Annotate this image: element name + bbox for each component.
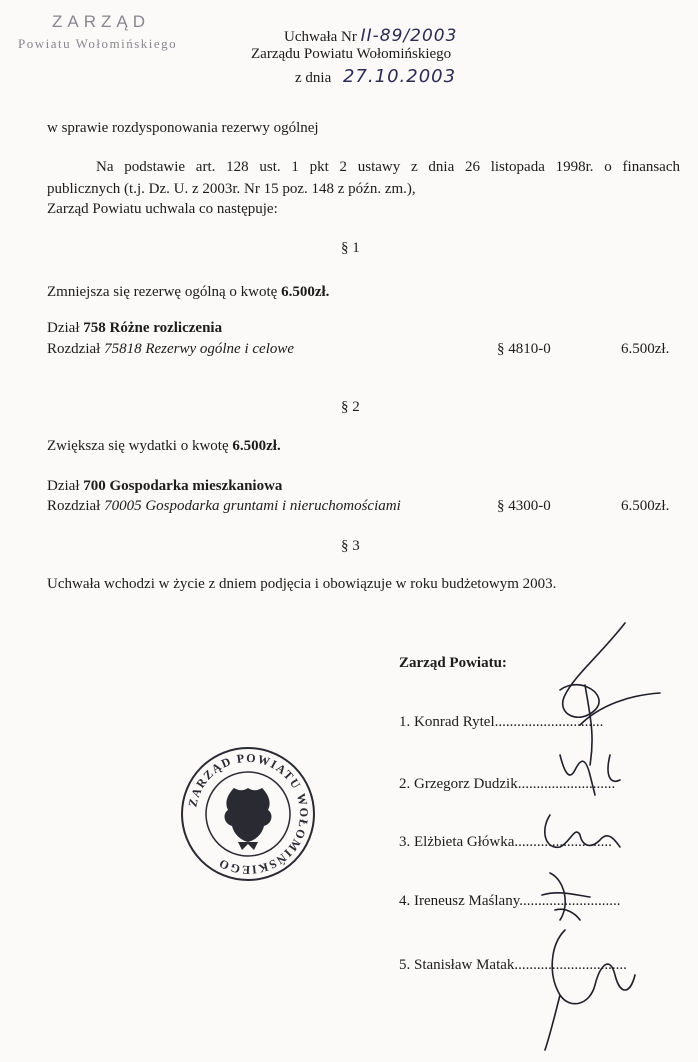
dzial-label: Dział bbox=[47, 478, 84, 494]
preamble-line-1: Na podstawie art. 128 ust. 1 pkt 2 ustawy z dnia 26 listopada 1998r. o finansach bbox=[96, 159, 680, 175]
preamble-line-3: Zarząd Powiatu uchwala co następuje: bbox=[47, 201, 278, 217]
section-2-paragraph-code: § 4300-0 bbox=[497, 498, 551, 514]
section-1-value: 6.500zł. bbox=[621, 341, 670, 357]
stamp-subtitle: Powiatu Wołomińskiego bbox=[18, 36, 178, 51]
section-2-rozdzial bbox=[47, 498, 401, 515]
rozdzial-name: 70005 Gospodarka gruntami i nieruchomościami bbox=[104, 498, 401, 514]
rozdzial-name: 75818 Rezerwy ogólne i celowe bbox=[104, 341, 295, 357]
rozdzial-label: Rozdział bbox=[47, 341, 105, 357]
official-seal bbox=[178, 744, 318, 884]
member-name: 5. Stanisław Matak bbox=[399, 957, 515, 973]
section-2-dzial bbox=[47, 478, 282, 495]
member-name: 1. Konrad Rytel bbox=[399, 714, 495, 730]
section-1-rozdzial bbox=[47, 341, 294, 358]
rozdzial-label: Rozdział bbox=[47, 498, 105, 514]
section-1-paragraph-code: § 4810-0 bbox=[497, 341, 551, 357]
signature-dots: ............................. bbox=[494, 714, 604, 730]
resolution-date bbox=[295, 66, 456, 87]
date-value: 27.10.2003 bbox=[342, 66, 457, 87]
section-2-sentence: Zwiększa się wydatki o kwotę bbox=[47, 438, 233, 454]
section-1-amount: 6.500zł. bbox=[281, 284, 330, 300]
resolution-title bbox=[284, 26, 457, 46]
section-1-sentence: Zmniejsza się rezerwę ogólną o kwotę bbox=[47, 284, 282, 300]
dzial-label: Dział bbox=[47, 320, 84, 336]
section-3-heading: § 3 bbox=[341, 538, 360, 554]
member-name: 4. Ireneusz Maślany bbox=[399, 893, 520, 909]
member-name: 3. Elżbieta Główka bbox=[399, 834, 515, 850]
preamble-line-2: publicznych (t.j. Dz. U. z 2003r. Nr 15 poz. 148 z późn. zm.), bbox=[47, 181, 416, 197]
section-2-value: 6.500zł. bbox=[621, 498, 670, 514]
handwritten-signatures bbox=[517, 615, 690, 1055]
eagle-emblem-icon bbox=[225, 788, 272, 850]
section-2-text bbox=[47, 438, 281, 455]
section-1-text bbox=[47, 284, 329, 301]
stamp-title: ZARZĄD bbox=[52, 12, 150, 31]
member-name: 2. Grzegorz Dudzik bbox=[399, 776, 518, 792]
dzial-name: 758 Różne rozliczenia bbox=[83, 320, 223, 336]
signature-dots: .......................... bbox=[517, 776, 616, 792]
resolution-number: II-89/2003 bbox=[360, 26, 458, 46]
resolution-prefix: Uchwała Nr bbox=[284, 29, 357, 45]
subject-line: w sprawie rozdysponowania rezerwy ogólnej bbox=[47, 120, 319, 136]
section-3-text: Uchwała wchodzi w życie z dniem podjęcia i obowiązuje w roku budżetowym 2003. bbox=[47, 576, 557, 592]
dzial-name: 700 Gospodarka mieszkaniowa bbox=[83, 478, 283, 494]
date-prefix: z dnia bbox=[295, 70, 332, 86]
section-1-heading: § 1 bbox=[341, 240, 360, 256]
board-heading: Zarząd Powiatu: bbox=[399, 655, 507, 671]
resolution-issuer: Zarządu Powiatu Wołomińskiego bbox=[251, 46, 452, 62]
signature-dots: ........................... bbox=[519, 893, 621, 909]
section-2-amount: 6.500zł. bbox=[232, 438, 281, 454]
section-2-heading: § 2 bbox=[341, 399, 360, 415]
signature-dots: .......................... bbox=[514, 834, 612, 850]
section-1-dzial bbox=[47, 320, 222, 337]
signature-dots: .............................. bbox=[514, 957, 627, 973]
seal-ring-text: ZARZĄD POWIATU WOŁOMIŃSKIEGO bbox=[185, 750, 312, 878]
